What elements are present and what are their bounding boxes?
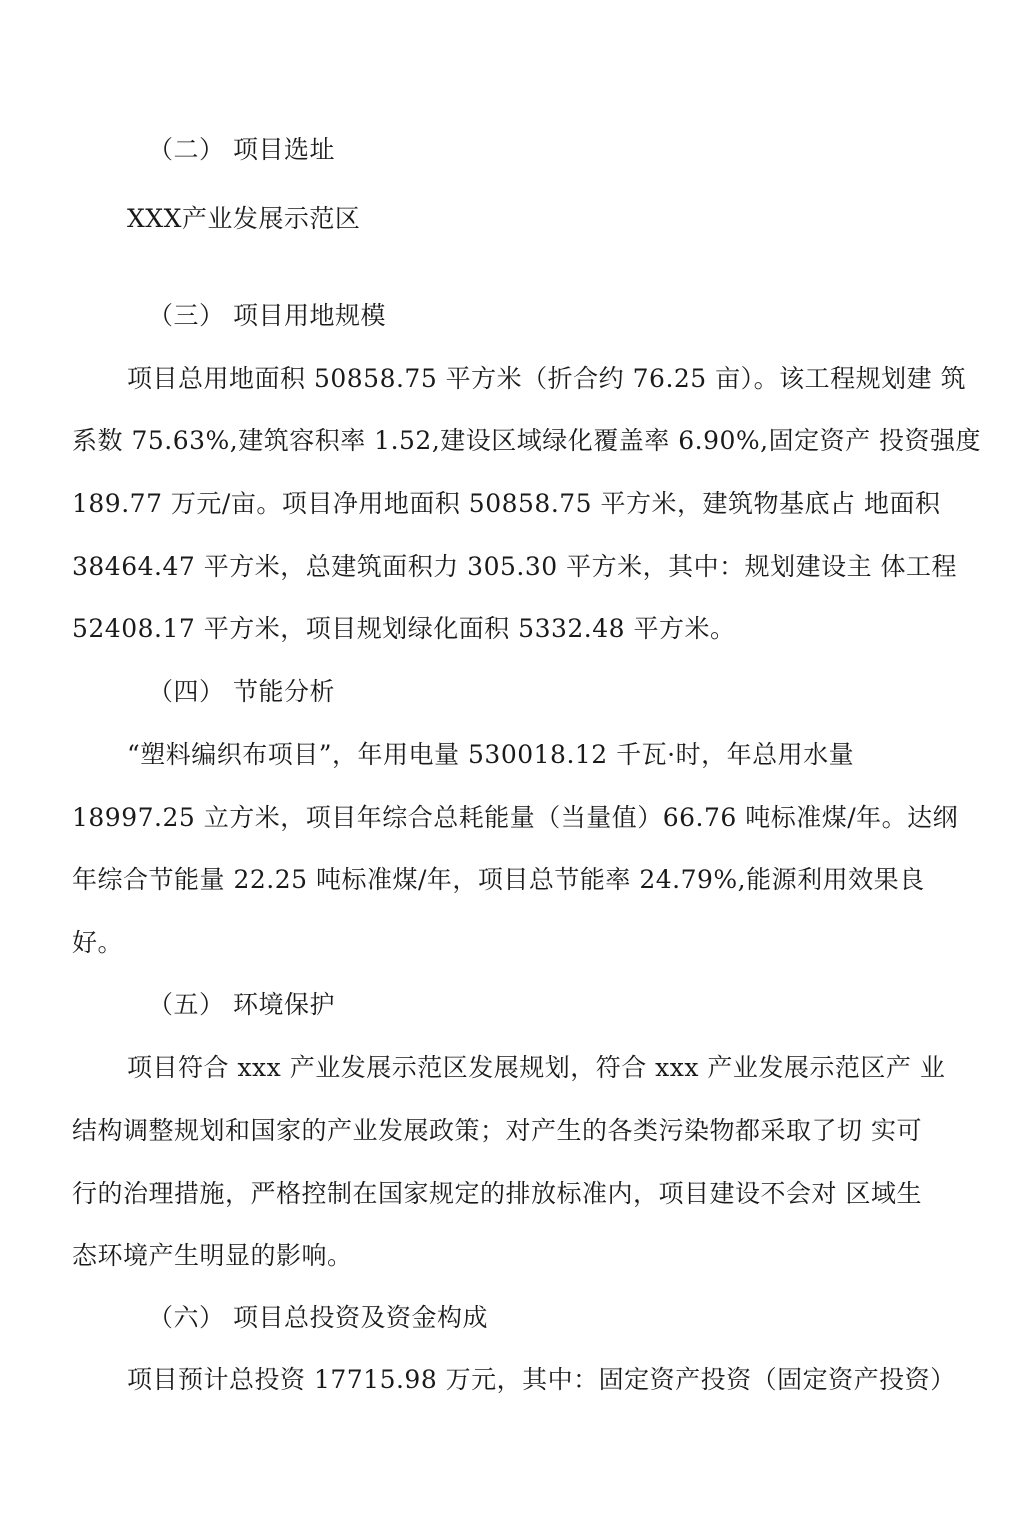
energy-line-1: “塑料编织布项目”，年用电量 530018.12 千瓦·时，年总用水量 (127, 740, 855, 769)
energy-line-2: 18997.25 立方米，项目年综合总耗能量（当量值）66.76 吨标准煤/年。达纲 (72, 803, 959, 832)
energy-line-4: 好。 (72, 928, 124, 957)
section-heading-environment: （五） 环境保护 (148, 990, 335, 1019)
land-line-4: 38464.47 平方米，总建筑面积力 305.30 平方米，其中：规划建设主 体工程 (72, 552, 958, 581)
environment-line-4: 态环境产生明显的影响。 (72, 1241, 353, 1270)
investment-line-1: 项目预计总投资 17715.98 万元，其中：固定资产投资（固定资产投资） (127, 1365, 956, 1394)
environment-line-2: 结构调整规划和国家的产业发展政策；对产生的各类污染物都采取了切 实可 (72, 1116, 922, 1145)
land-line-2: 系数 75.63%,建筑容积率 1.52,建设区域绿化覆盖率 6.90%,固定资产 投资强度 (72, 426, 982, 455)
energy-line-3: 年综合节能量 22.25 吨标准煤/年，项目总节能率 24.79%,能源利用效果良 (72, 865, 925, 894)
land-line-1: 项目总用地面积 50858.75 平方米（折合约 76.25 亩）。该工程规划建 筑 (127, 364, 967, 393)
section-heading-land: （三） 项目用地规模 (148, 301, 386, 330)
land-line-3: 189.77 万元/亩。项目净用地面积 50858.75 平方米，建筑物基底占 地面积 (72, 489, 941, 518)
land-line-5: 52408.17 平方米，项目规划绿化面积 5332.48 平方米。 (72, 614, 736, 643)
environment-line-3: 行的治理措施，严格控制在国家规定的排放标准内，项目建设不会对 区域生 (72, 1179, 922, 1208)
site-text: XXX产业发展示范区 (127, 204, 361, 233)
section-heading-energy: （四） 节能分析 (148, 677, 335, 706)
section-heading-site: （二） 项目选址 (148, 135, 335, 164)
environment-line-1: 项目符合 xxx 产业发展示范区发展规划，符合 xxx 产业发展示范区产 业 (127, 1053, 946, 1082)
section-heading-investment: （六） 项目总投资及资金构成 (148, 1303, 488, 1332)
